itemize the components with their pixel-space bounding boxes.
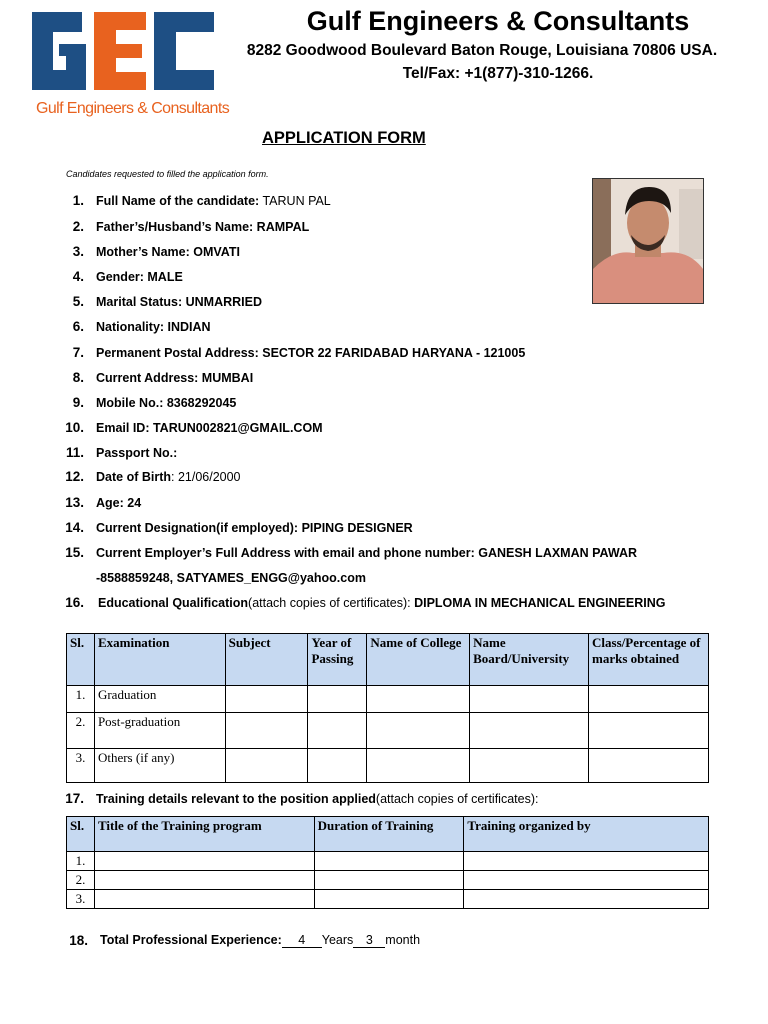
cell-title[interactable] [94, 852, 314, 871]
cell-year[interactable] [308, 686, 367, 713]
cell-title[interactable] [94, 871, 314, 890]
field-label: Full Name of the candidate: [96, 194, 260, 208]
cell-class[interactable] [589, 686, 709, 713]
row-sl: 3. [67, 749, 95, 783]
field-label: -8588859248, SATYAMES_ENGG@yahoo.com [96, 571, 366, 585]
field-line [96, 496, 141, 510]
field-line [96, 446, 177, 460]
company-address: 8282 Goodwood Boulevard Baton Rouge, Louisiana 70806 USA. [246, 42, 718, 59]
row-exam: Others (if any) [94, 749, 225, 783]
cell-organizer[interactable] [464, 852, 709, 871]
field-line [96, 421, 323, 435]
item-number: 9. [72, 395, 84, 410]
cell-duration[interactable] [314, 890, 464, 909]
table-row [67, 890, 709, 909]
item-number: 13. [65, 495, 84, 510]
cell-duration[interactable] [314, 871, 464, 890]
table-row [67, 852, 709, 871]
field-line [96, 194, 331, 208]
candidate-photo [592, 178, 704, 304]
training-label [96, 792, 538, 806]
col-header-class: Class/Percentage of marks obtained [589, 634, 709, 686]
field-label: Date of Birth [96, 470, 171, 484]
col-header-sl: Sl. [67, 634, 95, 686]
cell-board[interactable] [470, 713, 589, 749]
item-number: 11. [65, 445, 84, 460]
cell-year[interactable] [308, 749, 367, 783]
form-note: Candidates requested to filled the application form. [66, 169, 269, 179]
field-extra: DIPLOMA IN MECHANICAL ENGINEERING [414, 596, 666, 610]
item-number-17: 17. [65, 791, 84, 806]
cell-year[interactable] [308, 713, 367, 749]
cell-college[interactable] [367, 749, 470, 783]
training-header-row [67, 817, 709, 852]
experience-months[interactable]: 3 [353, 933, 385, 948]
field-label: Marital Status: UNMARRIED [96, 295, 262, 309]
col-header-duration: Duration of Training [314, 817, 464, 852]
item-number: 15. [65, 545, 84, 560]
item-number: 5. [72, 294, 84, 309]
logo-subtitle: Gulf Engineers & Consultants [36, 100, 230, 117]
field-line [96, 371, 253, 385]
experience-line [100, 933, 420, 948]
logo-letter-e [94, 12, 146, 90]
field-line [96, 245, 240, 259]
field-label: Current Address: MUMBAI [96, 371, 254, 385]
field-label: Passport No.: [96, 446, 178, 460]
field-line [96, 220, 309, 234]
field-label: Current Employer’s Full Address with email and phone number: GANESH LAXMAN PAWAR [96, 546, 638, 560]
item-number: 1. [72, 193, 84, 208]
experience-months-label: month [385, 933, 421, 947]
cell-duration[interactable] [314, 852, 464, 871]
col-header-subject: Subject [225, 634, 308, 686]
cell-organizer[interactable] [464, 890, 709, 909]
col-header-organizer: Training organized by [464, 817, 709, 852]
field-line [96, 571, 366, 585]
item-number: 12. [65, 469, 84, 484]
field-label: Educational Qualification [98, 596, 249, 610]
item-number: 3. [72, 244, 84, 259]
cell-subject[interactable] [225, 713, 308, 749]
item-number: 10. [65, 420, 84, 435]
cell-board[interactable] [470, 749, 589, 783]
field-line [98, 596, 665, 610]
row-sl: 1. [67, 686, 95, 713]
company-telfax: Tel/Fax: +1(877)-310-1266. [402, 65, 594, 82]
field-label: Mobile No.: 8368292045 [96, 396, 237, 410]
table-row [67, 871, 709, 890]
item-number: 8. [72, 370, 84, 385]
experience-years-label: Years [321, 933, 354, 947]
col-header-year: Year of Passing [308, 634, 367, 686]
cell-class[interactable] [589, 713, 709, 749]
form-title: APPLICATION FORM [262, 129, 426, 147]
cell-subject[interactable] [225, 749, 308, 783]
col-header-board: Name Board/University [470, 634, 589, 686]
cell-subject[interactable] [225, 686, 308, 713]
field-value[interactable]: (attach copies of certificates): [248, 596, 415, 610]
cell-title[interactable] [94, 890, 314, 909]
field-line [96, 295, 262, 309]
field-value[interactable]: TARUN PAL [259, 194, 331, 208]
item-number: 4. [72, 269, 84, 284]
logo-letter-g [32, 12, 86, 90]
company-name: Gulf Engineers & Consultants [306, 6, 690, 36]
col-header-sl: Sl. [67, 817, 95, 852]
field-label: Mother’s Name: OMVATI [96, 245, 240, 259]
row-exam: Graduation [94, 686, 225, 713]
training-label-text: Training details relevant to the position applied [96, 792, 376, 806]
field-label: Father’s/Husband’s Name: RAMPAL [96, 220, 310, 234]
field-label: Age: 24 [96, 496, 142, 510]
table-row [67, 713, 709, 749]
item-number: 2. [72, 219, 84, 234]
field-line [96, 470, 241, 484]
table-row [67, 686, 709, 713]
field-label: Permanent Postal Address: SECTOR 22 FARIDABAD HARYANA - 121005 [96, 346, 526, 360]
logo-letter-c [154, 12, 214, 90]
cell-board[interactable] [470, 686, 589, 713]
field-value[interactable]: : 21/06/2000 [171, 470, 241, 484]
training-label-suffix: (attach copies of certificates): [375, 792, 539, 806]
cell-college[interactable] [367, 686, 470, 713]
item-number: 7. [72, 345, 84, 360]
field-label: Email ID: TARUN002821@GMAIL.COM [96, 421, 323, 435]
row-sl: 1. [67, 852, 95, 871]
item-number: 14. [65, 520, 84, 535]
field-line [96, 546, 637, 560]
item-number: 16. [65, 595, 84, 610]
field-line [96, 396, 236, 410]
field-label: Gender: MALE [96, 270, 183, 284]
col-header-college: Name of College [367, 634, 470, 686]
row-sl: 2. [67, 871, 95, 890]
cell-college[interactable] [367, 713, 470, 749]
col-header-title: Title of the Training program [94, 817, 314, 852]
field-line [96, 320, 211, 334]
cell-organizer[interactable] [464, 871, 709, 890]
field-line [96, 521, 413, 535]
education-header-row [67, 634, 709, 686]
item-number: 6. [72, 319, 84, 334]
experience-years[interactable]: 4 [282, 933, 322, 948]
cell-class[interactable] [589, 749, 709, 783]
field-label: Nationality: INDIAN [96, 320, 211, 334]
field-line [96, 346, 525, 360]
col-header-examination: Examination [94, 634, 225, 686]
table-row [67, 749, 709, 783]
item-number-18: 18. [69, 933, 88, 948]
training-table [66, 816, 709, 909]
field-label: Current Designation(if employed): PIPING DESIGNER [96, 521, 413, 535]
row-exam: Post-graduation [94, 713, 225, 749]
row-sl: 3. [67, 890, 95, 909]
row-sl: 2. [67, 713, 95, 749]
experience-label: Total Professional Experience: [100, 933, 282, 947]
field-line [96, 270, 183, 284]
education-table [66, 633, 709, 783]
